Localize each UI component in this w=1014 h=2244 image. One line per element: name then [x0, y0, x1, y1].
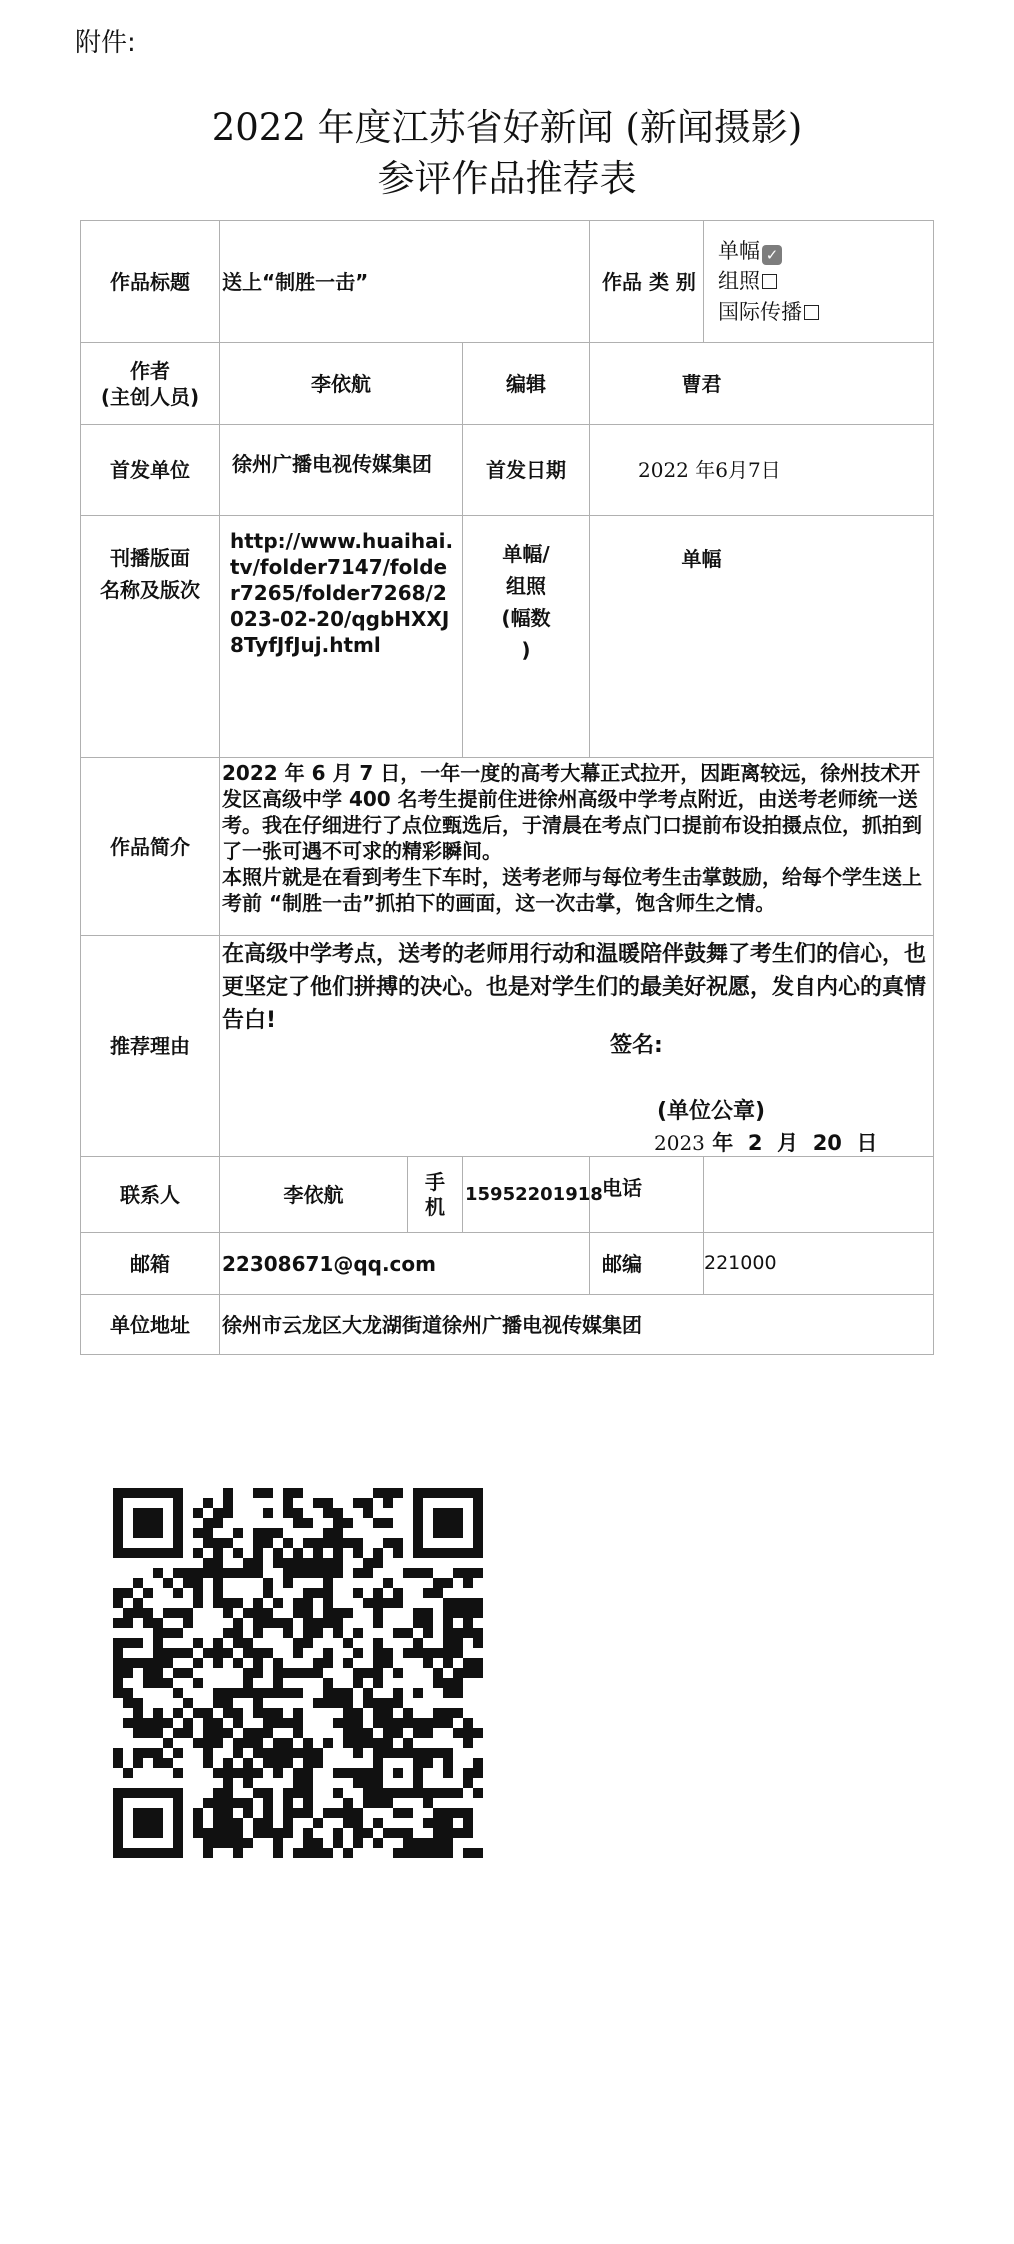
category-options — [704, 221, 934, 343]
summary-value — [220, 758, 934, 936]
row-page — [81, 516, 934, 758]
checkbox-checked-icon[interactable]: ✓ — [762, 245, 782, 265]
page-label: 刊播版面 名称及版次 — [81, 516, 220, 758]
editor-label: 编辑 — [463, 343, 590, 425]
summary-paragraph-2: 本照片就是在看到考生下车时，送考老师与每位考生击掌鼓励，给每个学生送上考前 “制胜一击”抓拍下的画面，这一次击掌，饱含师生之情。 — [222, 865, 922, 915]
postcode-value: 221000 — [704, 1233, 934, 1295]
pub-date-value: 2022 年6月7日 — [590, 425, 934, 516]
document-subtitle: 参评作品推荐表 — [377, 157, 637, 200]
seal-label: (单位公章) — [657, 1099, 766, 1124]
address-label: 单位地址 — [81, 1295, 220, 1355]
row-work-title — [81, 221, 934, 343]
author-value: 李依航 — [220, 343, 463, 425]
category-label: 作品 类 别 — [590, 221, 704, 343]
work-title-value: 送上“制胜一击” — [220, 221, 590, 343]
publisher-value: 徐州广播电视传媒集团 — [220, 425, 463, 516]
row-contact — [81, 1157, 934, 1233]
category-option-group: 组照 — [704, 266, 933, 296]
row-address — [81, 1295, 934, 1355]
author-label: 作者 (主创人员) — [81, 343, 220, 425]
reason-date-rest: 年 2 月 20 日 — [712, 1131, 878, 1155]
contact-value: 李依航 — [220, 1157, 408, 1233]
signature-label: 签名: — [610, 1033, 663, 1058]
row-summary — [81, 758, 934, 936]
publisher-label: 首发单位 — [81, 425, 220, 516]
row-email — [81, 1233, 934, 1295]
checkbox-empty-icon[interactable] — [762, 274, 777, 289]
editor-value: 曹君 — [590, 343, 934, 425]
email-value: 22308671@qq.com — [220, 1233, 590, 1295]
summary-label: 作品简介 — [81, 758, 220, 936]
contact-label: 联系人 — [81, 1157, 220, 1233]
reason-date-year: 2023 — [654, 1131, 705, 1155]
reason-cell — [220, 936, 934, 1157]
page-url-value: http://www.huaihai.tv/folder7147/folder7265/folder7268/2023-02-20/qgbHXXJ8TyfJfJuj.html — [220, 516, 463, 758]
reason-date — [654, 1130, 878, 1157]
qr-code-icon — [113, 1488, 483, 1858]
row-author — [81, 343, 934, 425]
row-reason — [81, 936, 934, 1157]
reason-label: 推荐理由 — [81, 936, 220, 1157]
recommendation-form — [80, 220, 934, 1355]
address-value: 徐州市云龙区大龙湖街道徐州广播电视传媒集团 — [220, 1295, 934, 1355]
photo-count-label: 单幅/ 组照 (幅数 ) — [463, 516, 590, 758]
mobile-label: 手 机 — [408, 1157, 463, 1233]
email-label: 邮箱 — [81, 1233, 220, 1295]
row-publisher — [81, 425, 934, 516]
category-option-intl: 国际传播 — [704, 297, 933, 327]
phone-label: 电话 — [590, 1157, 704, 1233]
pub-date-label: 首发日期 — [463, 425, 590, 516]
document-title: 2022 年度江苏省好新闻 (新闻摄影) — [211, 106, 803, 149]
checkbox-empty-icon[interactable] — [804, 305, 819, 320]
reason-text: 在高级中学考点，送考的老师用行动和温暖陪伴鼓舞了考生们的信心，也更坚定了他们拼搏的决心。也是对学生们的最美好祝愿，发自内心的真情告白! — [222, 942, 927, 1033]
postcode-label: 邮编 — [590, 1233, 704, 1295]
attachment-label: 附件: — [75, 28, 136, 58]
phone-value — [704, 1157, 934, 1233]
work-title-label: 作品标题 — [81, 221, 220, 343]
summary-paragraph-1: 2022 年 6 月 7 日，一年一度的高考大幕正式拉开，因距离较远，徐州技术开发区高级中学 400 名考生提前住进徐州高级中学考点附近，由送考老师统一送考。我在仔细进行了点位甄选后，于清晨在考点门口提前布设拍摄点位，抓拍到了一张可遇不可求的精彩瞬间。 — [222, 761, 922, 863]
category-option-single: 单幅 ✓ — [704, 236, 933, 266]
mobile-value: 15952201918 — [463, 1157, 590, 1233]
photo-count-value: 单幅 — [590, 516, 934, 758]
